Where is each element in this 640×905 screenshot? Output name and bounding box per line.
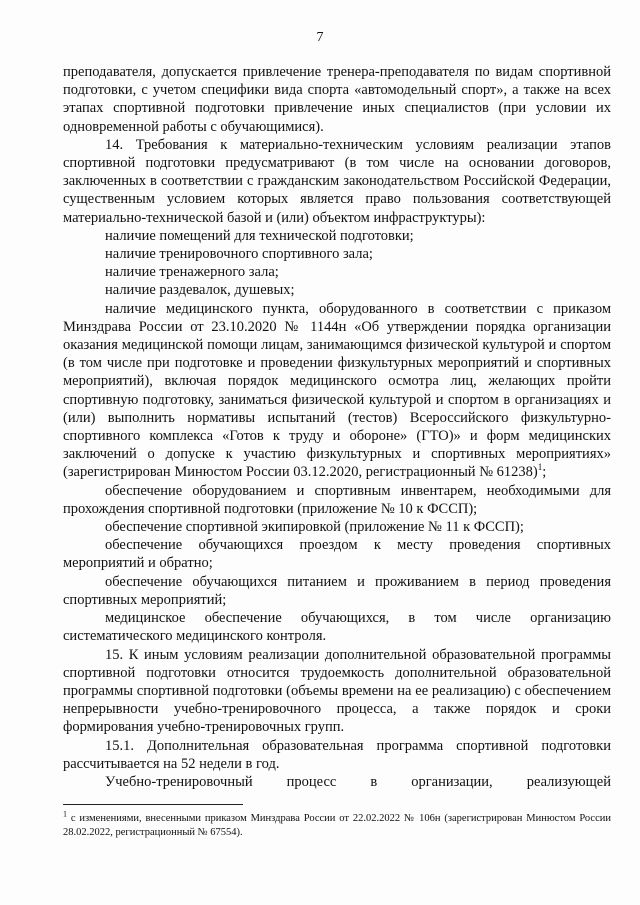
paragraph-last: Учебно-тренировочный процесс в организации, реализующей	[105, 773, 611, 790]
list-item-1: наличие помещений для технической подготовки;	[105, 227, 414, 244]
paragraph-15: 15. К иным условиям реализации дополнительной образовательной программы спортивной подготовки относится трудоемкость дополнительной образовательной программы спортивной подготовки (объемы времени на ее реализацию) с обеспечением непрерывности учебно-тренировочного процесса, а также порядок и сроки формирования учебно-тренировочных групп.	[63, 646, 611, 736]
document-body	[63, 63, 611, 791]
footnote	[63, 809, 611, 840]
footnote-separator	[63, 804, 243, 805]
list-item-10: медицинское обеспечение обучающихся, в том числе организацию систематического медицинского контроля.	[63, 610, 611, 645]
paragraph-15-1: 15.1. Дополнительная образовательная программа спортивной подготовки рассчитывается на 52 недели в год.	[63, 737, 611, 772]
list-item-6: обеспечение оборудованием и спортивным инвентарем, необходимыми для прохождения спортивной подготовки (приложение № 10 к ФССП);	[63, 482, 611, 517]
list-item-8: обеспечение обучающихся проездом к месту проведения спортивных мероприятий и обратно;	[63, 537, 611, 572]
medical-point-text: наличие медицинского пункта, оборудованного в соответствии с приказом Минздрава России от 23.10.2020 № 1144н «Об утверждении порядка организации оказания медицинской помощи лицам, занимающимся физической культурой и спортом (в том числе при подготовке и проведении физкультурных мероприятий и спортивных мероприятий), включая порядок медицинского осмотра лиц, желающих пройти спортивную подготовку, заниматься физической культурой и спортом в организациях и (или) выполнить нормативы испытаний (тестов) Всероссийского физкультурно-спортивного комплекса «Готов к труду и обороне» (ГТО)» и форм медицинских заключений о допуске к участию физкультурных и спортивных мероприятиях» (зарегистрирован Минюстом России 03.12.2020, регистрационный № 61238)	[63, 300, 611, 481]
paragraph-1: 14. Требования к материально-техническим условиям реализации этапов спортивной подготовки предусматривают (в том числе на основании договоров, заключенных в соответствии с гражданским законодательством Российской Федерации, существенным условием которых является право пользования соответствующей материально-технической базой и (или) объектом инфраструктуры):	[63, 136, 611, 226]
paragraph-0: преподавателя, допускается привлечение тренера-преподавателя по видам спортивной подготовки, с учетом специфики вида спорта «автомодельный спорт», а также на всех этапах спортивной подготовки привлечение иных специалистов (при условии их одновременной работы с обучающимися).	[63, 64, 611, 135]
list-item-4: наличие раздевалок, душевых;	[105, 282, 295, 299]
page-number: 7	[316, 30, 324, 45]
list-item-7: обеспечение спортивной экипировкой (приложение № 11 к ФССП);	[105, 519, 524, 536]
list-item-2: наличие тренировочного спортивного зала;	[105, 246, 373, 263]
medical-point-tail: ;	[542, 464, 547, 481]
footnote-text: с изменениями, внесенными приказом Минздрава России от 22.02.2022 № 106н (зарегистрирован Минюстом России 28.02.2022, регистрационный № 67554).	[63, 813, 611, 838]
list-item-9: обеспечение обучающихся питанием и проживанием в период проведения спортивных мероприятий;	[63, 573, 611, 608]
footnote-ref[interactable]: 1	[537, 462, 543, 473]
list-item-medical-point	[63, 300, 611, 482]
footnote-mark: 1	[63, 809, 67, 819]
list-item-3: наличие тренажерного зала;	[105, 264, 279, 281]
